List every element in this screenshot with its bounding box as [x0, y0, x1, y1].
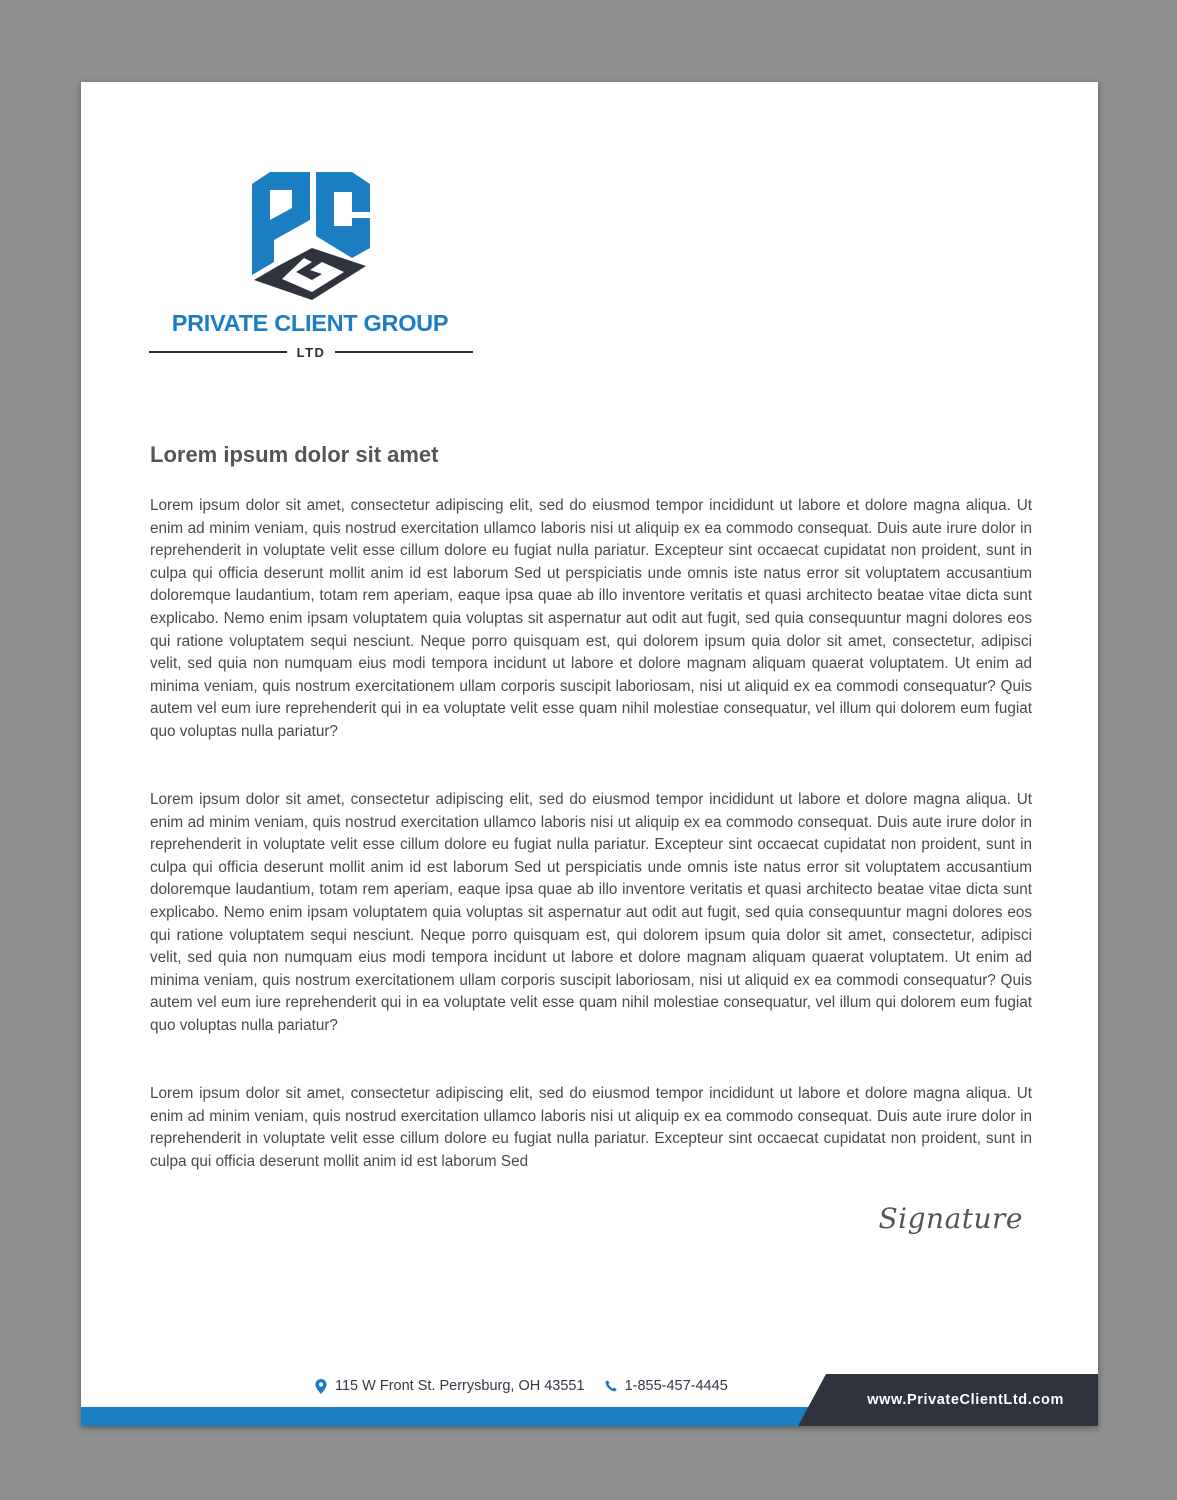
footer-contact [315, 1375, 728, 1397]
company-suffix-row [149, 343, 473, 361]
company-suffix: LTD [296, 344, 326, 360]
letter-heading: Lorem ipsum dolor sit amet [150, 442, 439, 467]
signature: Signature [878, 1202, 1023, 1235]
phone-icon [605, 1380, 617, 1392]
body-paragraph-2: Lorem ipsum dolor sit amet, consectetur adipiscing elit, sed do eiusmod tempor incididunt ut labore et dolore magna aliqua. Ut enim ad minim veniam, quis nostrud exercitation ullamco laboris nisi ut aliquip ex ea commodo consequat. Duis aute irure dolor in reprehenderit in voluptate velit esse cillum dolore eu fugiat nulla pariatur. Excepteur sint occaecat cupidatat non proident, sunt in culpa qui officia deserunt mollit anim id est laborum Sed ut perspiciatis unde omnis iste natus error sit voluptatem accusantium doloremque laudantium, totam rem aperiam, eaque ipsa quae ab illo inventore veritatis et quasi architecto beatae vitae dicta sunt explicabo. Nemo enim ipsam voluptatem quia voluptas sit aspernatur aut odit aut fugit, sed quia consequuntur magni dolores eos qui ratione voluptatem sequi nesciunt. Neque porro quisquam est, qui dolorem ipsum quia dolor sit amet, consectetur, adipisci velit, sed quia non numquam eius modi tempora incidunt ut labore et dolore magnam aliquam quaerat voluptatem. Ut enim ad minima veniam, quis nostrum exercitationem ullam corporis suscipit laboriosam, nisi ut aliquid ex ea commodi consequatur? Quis autem vel eum iure reprehenderit qui in ea voluptate velit esse quam nihil molestiae consequatur, vel illum qui dolorem eum fugiat quo voluptas nulla pariatur? [150, 791, 1032, 1034]
footer-address: 115 W Front St. Perrysburg, OH 43551 [335, 1378, 585, 1394]
pcg-logo-icon [248, 162, 374, 304]
location-pin-icon [315, 1379, 327, 1394]
body-paragraph-1: Lorem ipsum dolor sit amet, consectetur adipiscing elit, sed do eiusmod tempor incididunt ut labore et dolore magna aliqua. Ut enim ad minim veniam, quis nostrud exercitation ullamco laboris nisi ut aliquip ex ea commodo consequat. Duis aute irure dolor in reprehenderit in voluptate velit esse cillum dolore eu fugiat nulla pariatur. Excepteur sint occaecat cupidatat non proident, sunt in culpa qui officia deserunt mollit anim id est laborum Sed ut perspiciatis unde omnis iste natus error sit voluptatem accusantium doloremque laudantium, totam rem aperiam, eaque ipsa quae ab illo inventore veritatis et quasi architecto beatae vitae dicta sunt explicabo. Nemo enim ipsam voluptatem quia voluptas sit aspernatur aut odit aut fugit, sed quia consequuntur magni dolores eos qui ratione voluptatem sequi nesciunt. Neque porro quisquam est, qui dolorem ipsum quia dolor sit amet, consectetur, adipisci velit, sed quia non numquam eius modi tempora incidunt ut labore et dolore magnam aliquam quaerat voluptatem. Ut enim ad minima veniam, quis nostrum exercitationem ullam corporis suscipit laboriosam, nisi ut aliquid ex ea commodi consequatur? Quis autem vel eum iure reprehenderit qui in ea voluptate velit esse quam nihil molestiae consequatur, vel illum qui dolorem eum fugiat quo voluptas nulla pariatur? [150, 497, 1032, 740]
divider-right [335, 351, 473, 353]
company-name: PRIVATE CLIENT GROUP [171, 310, 449, 336]
letterhead-page [81, 82, 1098, 1426]
body-paragraph-3: Lorem ipsum dolor sit amet, consectetur adipiscing elit, sed do eiusmod tempor incididunt ut labore et dolore magna aliqua. Ut enim ad minim veniam, quis nostrud exercitation ullamco laboris nisi ut aliquip ex ea commodo consequat. Duis aute irure dolor in reprehenderit in voluptate velit esse cillum dolore eu fugiat nulla pariatur. Excepteur sint occaecat cupidatat non proident, sunt in culpa qui officia deserunt mollit anim id est laborum Sed [150, 1085, 1032, 1170]
footer-phone: 1-855-457-4445 [624, 1378, 728, 1394]
footer-website[interactable]: www.PrivateClientLtd.com [867, 1392, 1064, 1408]
divider-left [149, 351, 287, 353]
footer-blue-band [81, 1407, 809, 1426]
